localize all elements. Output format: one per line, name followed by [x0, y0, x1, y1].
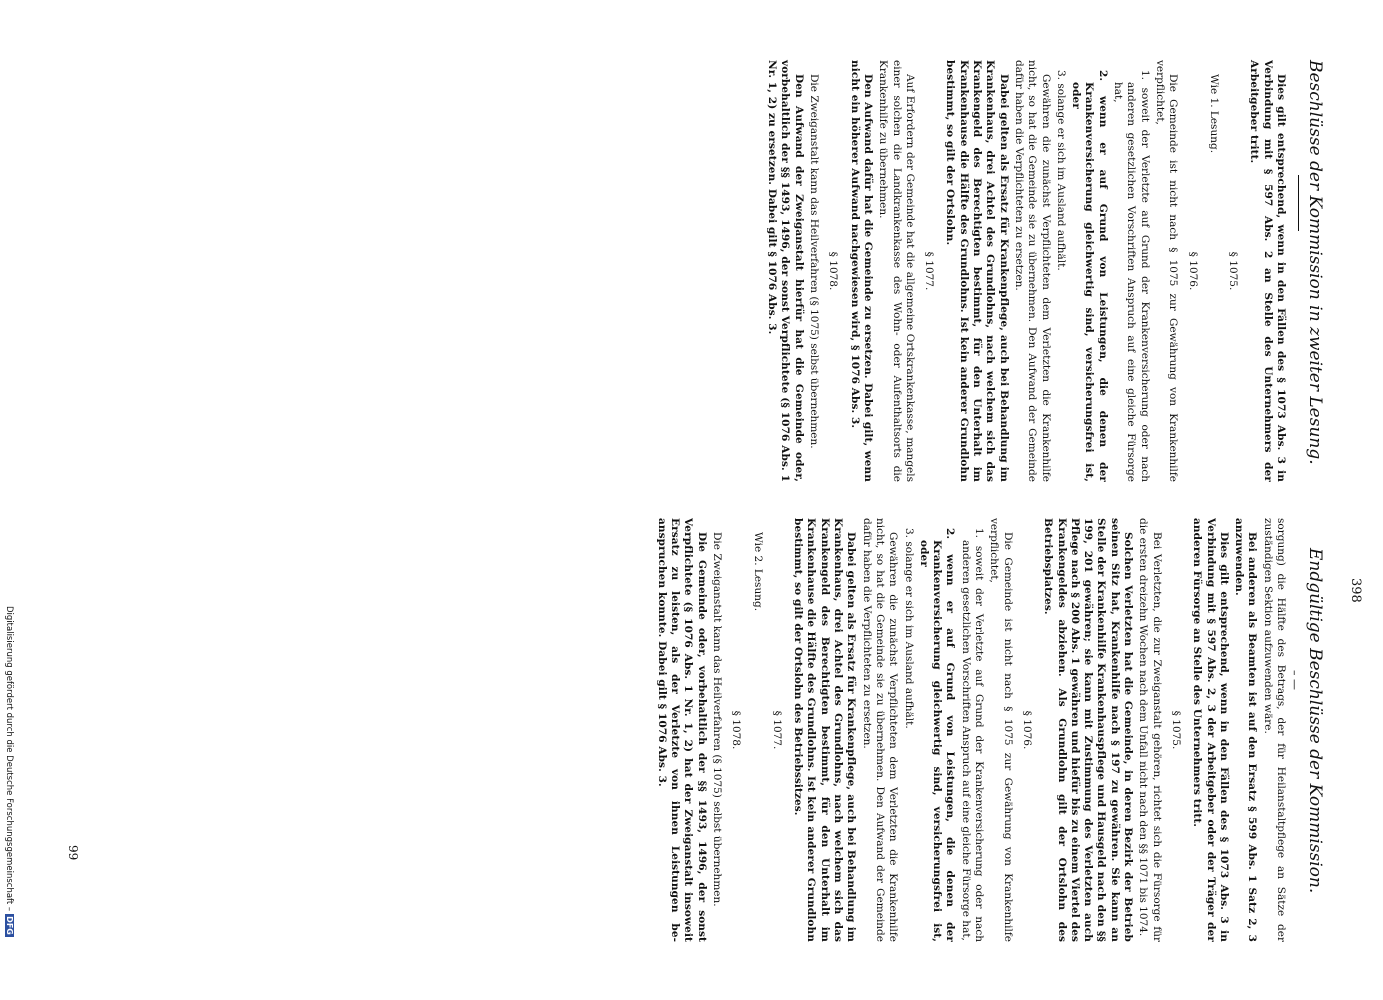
right-reading-note: Wie 2. Lesung.	[751, 532, 764, 612]
left-column-header: Beschlüsse der Kommission in zweiter Lesung.	[1305, 60, 1325, 465]
page-number-top: 398	[1348, 578, 1363, 603]
right-section-1076: § 1076.	[1020, 710, 1033, 750]
left-1078-paragraph-1: Die Zweiganstalt kann das Heilverfahren (§ 1075) selbst übernehmen.	[808, 74, 821, 449]
left-1078-paragraph-2: Den Aufwand der Zweiganstalt hierfür hat die Gemeinde oder, vorbehaltlich der §§ 1493, 1496, der sonst Verpflichtete (§ 1076 Abs. 1 Nr. 1, 2) zu ersetzen. Dabei gilt § 1076 Abs. 3.	[766, 60, 805, 482]
page-number-bottom: 99	[66, 845, 80, 861]
left-1076-paragraph-1: Gewähren die zunächst Verpflichteten dem Verletzten die Krankenhilfe nicht, so hat die Gemeinde sie zu übernehmen. Den Aufwand der Gemeinde dafür haben die Verpflichteten zu ersetzen.	[1012, 60, 1052, 482]
left-1076-item-1: 1. soweit der Verletzte auf Grund der Krankenversicherung oder nach anderen gesetzlichen Vorschriften Anspruch auf eine gleiche Fürsorge hat,	[1112, 70, 1151, 482]
right-section-1075: § 1075.	[1169, 710, 1182, 750]
left-intro-paragraph: Dies gilt entsprechend, wenn in den Fällen des § 1073 Abs. 3 in Verbindung mit § 597 Abs. 2 an Stelle des Unternehmers der Arbeitgeber tritt.	[1248, 60, 1287, 482]
right-1075-paragraph-2: Solchen Verletzten hat die Gemeinde, in deren Bezirk der Betrieb seinen Sitz hat, Krankenhilfe nach § 197 zu gewähren. Sie kann an Stelle der Krankenhilfe Krankenhauspflege und Hausgeld nach den §§ 199, 201 gewähren; sie kann mit Zustimmung des Verletzten auch Pflege nach § 200 Abs. 1 gewähren und hiefür bis zu einem Viertel des Krankengeldes abziehen. Als Grundlohn gilt der Ortslohn des Betriebsplatzes.	[1042, 518, 1135, 942]
left-1077-paragraph-2: Den Aufwand dafür hat die Gemeinde zu ersetzen. Dabei gilt, wenn nicht ein höherer Aufwand nachgewiesen wird, § 1076 Abs. 3.	[848, 60, 874, 482]
left-section-1076: § 1076.	[1186, 251, 1199, 291]
left-1076-intro: Die Gemeinde ist nicht nach § 1075 zur Gewährung von Krankenhilfe verpflichtet,	[1153, 60, 1180, 482]
right-column	[653, 518, 1287, 942]
right-1076-intro: Die Gemeinde ist nicht nach § 1075 zur Gewährung von Krankenhilfe verpflichtet,	[988, 518, 1014, 942]
right-1078-paragraph-1: Die Zweiganstalt kann das Heilverfahren (§ 1075) selbst übernehmen.	[711, 532, 724, 907]
left-column	[763, 60, 1287, 482]
right-top-paragraph-3: Dies gilt entsprechend, wenn in den Fällen des § 1073 Abs. 3 in Verbindung mit § 597 Abs. 2, 3 der Arbeitgeber oder der Träger der anderen Fürsorge an Stelle des Unternehmers tritt.	[1191, 518, 1230, 942]
right-1078-paragraph-2: Die Gemeinde oder, vorbehaltlich der §§ 1493, 1496, der sonst Verpflichtete (§ 1076 Abs. 1 Nr. 1, 2) hat der Zweiganstalt insoweit Ersatz zu leisten, als der Verletzte von ihnen Leistungen beanspruchen konnte. Dabei gilt § 1076 Abs. 3.	[655, 518, 708, 942]
right-1076-paragraph-1: Gewähren die zunächst Verpflichteten dem Verletzten die Krankenhilfe nicht, so hat die Gemeinde sie zu übernehmen. Den Aufwand der Gemeinde dafür haben die Verpflichteten zu ersetzen.	[860, 518, 900, 942]
left-1076-item-2: 2. wenn er auf Grund von Leistungen, die denen der Krankenversicherung gleichwertig sind, versicherungsfrei ist, oder	[1070, 70, 1109, 482]
right-section-1078: § 1078.	[730, 710, 743, 750]
right-1076-item-1: 1. soweit der Verletzte auf Grund der Krankenversicherung oder nach anderen gesetzlichen Vorschriften Anspruch auf eine gleiche Fürsorge hat,	[959, 528, 986, 942]
left-1077-paragraph-1: Auf Erfordern der Gemeinde hat die allgemeine Ortskrankenkasse, mangels einer solchen die Landkrankenkasse des Wohn- oder Aufenthaltsorts die Krankenhilfe zu übernehmen.	[877, 60, 916, 482]
digitization-footer	[4, 606, 14, 937]
right-section-1077: § 1077.	[770, 710, 783, 750]
left-header-rule	[1298, 175, 1299, 231]
dfg-logo: DFG	[5, 916, 14, 935]
left-section-1078: § 1078.	[827, 251, 840, 291]
right-column-header: Endgültige Beschlüsse der Kommission.	[1305, 548, 1325, 894]
left-1076-item-3: 3. solange er sich im Ausland aufhält.	[1054, 70, 1067, 271]
right-top-paragraph-1: sorgung) die Hälfte des Betrags, der für Heilanstaltpflege an Sätze der zuständigen Sektion aufzuwenden wäre.	[1261, 518, 1287, 942]
left-section-1075: § 1075.	[1227, 251, 1240, 291]
left-section-1077: § 1077.	[923, 251, 936, 291]
right-1076-paragraph-2: Dabei gelten als Ersatz für Krankenpflege, auch bei Behandlung im Krankenhaus, drei Achtel des Grundlohns, nach welchem sich das Krankengeld des Berechtigten bestimmt, für den Unterhalt im Krankenhause die Hälfte des Grundlohns. Ist kein anderer Grundlohn bestimmt, so gilt der Ortslohn des Betriebssitzes.	[792, 518, 858, 942]
right-1076-item-2: 2. wenn er auf Grund von Leistungen, die denen der Krankenversicherung gleichwertig sind, versicherungsfrei ist, oder	[917, 528, 957, 942]
left-reading-note: Wie 1. Lesung.	[1207, 74, 1220, 154]
right-1075-paragraph-1: Bei Verletzten, die zur Zweiganstalt gehören, richtet sich die Fürsorge für die ersten dreizehn Wochen nach dem Unfall nicht nach den §§ 1071 bis 1074.	[1137, 518, 1163, 942]
left-1076-paragraph-2: Dabei gelten als Ersatz für Krankenpflege, auch bei Behandlung im Krankenhaus, drei Achtel des Grundlohns, nach welchem sich das Krankengeld des Berechtigten bestimmt, für den Unterhalt im Krankenhause die Hälfte des Grundlohns. Ist kein anderer Grundlohn bestimmt, so gilt der Ortslohn.	[944, 60, 1010, 482]
right-1076-item-3: 3. solange er sich im Ausland aufhält.	[902, 528, 915, 729]
right-header-mark: – —	[1288, 670, 1301, 690]
right-top-paragraph-2: Bei anderen als Beamten ist auf den Ersatz § 599 Abs. 1 Satz 2, 3 anzuwenden.	[1233, 518, 1259, 942]
footer-text: Digitalisierung gefördert durch die Deutsche Forschungsgemeinschaft –	[4, 606, 14, 912]
